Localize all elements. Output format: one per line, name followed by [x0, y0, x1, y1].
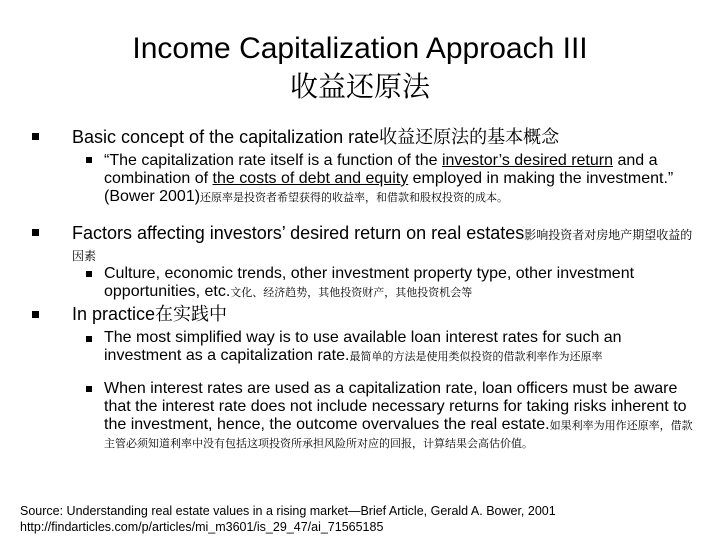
bullet-square-icon	[32, 229, 39, 236]
bullet-3-sub-2-en: When interest rates are used as a capitalization rate, loan officers must be aware that the interest rate does not include necessary returns for taking risks inherent to the investment, hence, the outcome overvalues the real estate.	[104, 380, 687, 433]
bullet-3-sub-1	[104, 329, 694, 365]
bullet-2-text	[72, 223, 702, 265]
bullet-3-sub-2-zh: 如果利率为用作还原率，借款主管必须知道利率中没有包括这项投资所承担风险所对应的回报，计算结果会高估价值。	[104, 419, 693, 450]
bullet-square-icon	[86, 271, 92, 277]
slide-title	[0, 30, 720, 106]
source-url: http://findarticles.com/p/articles/mi_m3601/is_29_47/ai_71565185	[20, 520, 384, 534]
bullet-1-sub-1-zh: 还原率是投资者希望获得的收益率，和借款和股权投资的成本。	[200, 191, 509, 204]
bullet-1-sub-1	[104, 152, 694, 206]
bullet-3-text: In practice在实践中	[72, 304, 228, 324]
title-line-1: Income Capitalization Approach III	[132, 32, 588, 65]
bullet-3-sub-1-en: The most simplified way is to use available loan interest rates for such an investment as a capitalization rate.	[104, 329, 622, 364]
bullet-square-icon	[86, 336, 92, 342]
bullet-square-icon	[32, 311, 39, 318]
bullet-1-sub-1-part3: and a combination of	[104, 152, 658, 187]
bullet-2-sub-1-en: Culture, economic trends, other investment property type, other investment opportunities, etc.	[104, 265, 635, 300]
bullet-2-text-en: Factors affecting investors’ desired return on real estates	[72, 223, 525, 243]
bullet-square-icon	[86, 157, 92, 163]
bullet-3-sub-2	[104, 380, 694, 452]
bullet-1-text: Basic concept of the capitalization rate收益还原法的基本概念	[72, 127, 560, 147]
bullet-1-sub-1-part2: investor’s desired return	[441, 152, 613, 169]
bullet-square-icon	[32, 133, 39, 140]
bullet-3-sub-1-zh: 最简单的方法是使用类似投资的借款利率作为还原率	[349, 350, 603, 363]
title-line-2: 收益还原法	[289, 70, 430, 103]
bullet-1-sub-1-part1: “The capitalization rate itself is a function of the	[104, 152, 442, 169]
bullet-1-sub-1-part4: the costs of debt and equity	[212, 170, 409, 187]
source-line-1: Source: Understanding real estate values in a rising market—Brief Article, Gerald A. Bower, 2001	[20, 504, 556, 518]
bullet-2-sub-1	[104, 265, 694, 301]
bullet-square-icon	[86, 386, 92, 392]
source-citation	[20, 503, 556, 535]
bullet-1-sub-1-part5: employed in making the investment.” (Bower 2001)	[104, 170, 674, 205]
bullet-2-sub-1-zh: 文化、经济趋势，其他投资财产，其他投资机会等	[230, 286, 473, 299]
bullet-2-text-zh: 影响投资者对房地产期望收益的因素	[72, 228, 693, 263]
